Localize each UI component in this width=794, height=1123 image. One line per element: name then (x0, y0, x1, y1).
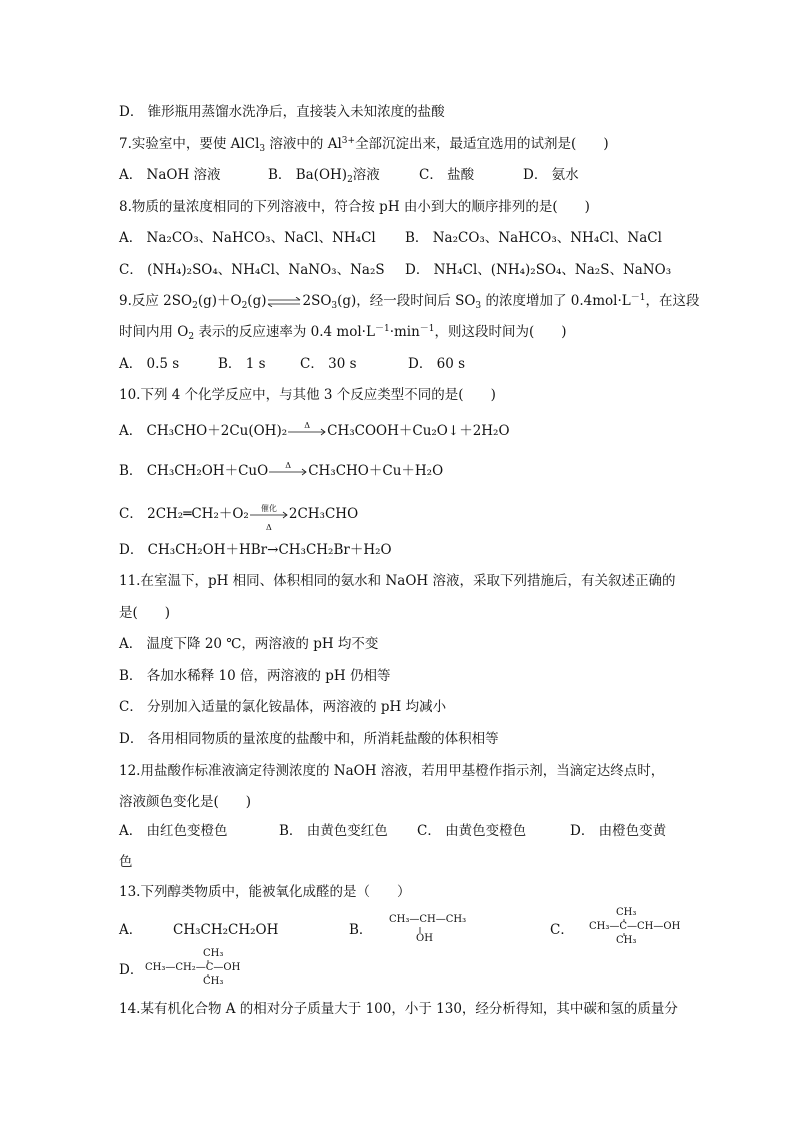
q14-stem: 14.某有机化合物 A 的相对分子质量大于 100，小于 130，经分析得知，其中碳和氢的质量分 (119, 1001, 678, 1017)
q12-option-b: B． 由黄色变红色 (279, 823, 388, 839)
q11-option-b: B． 各加水稀释 10 倍，两溶液的 pH 仍相等 (119, 668, 391, 684)
q9-option-b: B． 1 s (218, 356, 266, 372)
q8-option-a: A． Na₂CO₃、NaHCO₃、NaCl、NH₄Cl (119, 230, 376, 246)
q11-option-a: A． 温度下降 20 ℃，两溶液的 pH 均不变 (119, 636, 379, 652)
q12-option-d-wrap: 色 (119, 854, 133, 870)
q7-option-b: B． $Ba(OH)_2$溶液 (268, 167, 380, 185)
q8-option-d: D． NH₄Cl、(NH₄)₂SO₄、Na₂S、NaNO₃ (405, 262, 672, 278)
q13-option-b-structure: CH₃—CH—CH₃ OH (389, 914, 467, 944)
q8-option-b: B． Na₂CO₃、NaHCO₃、NH₄Cl、NaCl (405, 230, 662, 246)
q13-option-c-label: C． (550, 922, 574, 938)
heat-arrow-icon: Δ (268, 466, 308, 478)
q10-option-c: C． 2CH₂═CH₂＋O₂ 催化 Δ 2CH₃CHO (119, 503, 359, 532)
q13-option-d-structure: CH₃ CH₃—CH₂—C—OH CH₃ (145, 948, 241, 987)
q10-option-a: A． CH₃CHO＋2Cu(OH)₂ Δ CH₃COOH＋Cu₂O↓＋2H₂O (119, 420, 510, 439)
q7-option-c: C． 盐酸 (419, 167, 475, 183)
q12-option-d: D． 由橙色变黄 (570, 823, 667, 839)
q13-option-a-label: A． (119, 922, 143, 938)
q11-stem-line2: 是( ) (119, 605, 171, 621)
q10-option-d: D． CH₃CH₂OH＋HBr→CH₃CH₂Br＋H₂O (119, 542, 392, 558)
q10-stem: 10.下列 4 个化学反应中，与其他 3 个反应类型不同的是( ) (119, 387, 496, 403)
equilibrium-arrow-icon (266, 297, 302, 307)
q11-stem-line1: 11.在室温下，pH 相同、体积相同的氨水和 NaOH 溶液，采取下列措施后，有关叙述正确的 (119, 573, 676, 589)
q12-option-c: C． 由黄色变橙色 (417, 823, 527, 839)
q7-option-a: A． NaOH 溶液 (119, 167, 221, 183)
q13-option-b-label: B． (349, 922, 373, 938)
q13-option-d-label: D． (119, 962, 144, 978)
q8-stem: 8.物质的量浓度相同的下列溶液中，符合按 pH 由小到大的顺序排列的是( ) (119, 199, 590, 215)
q12-stem-line2: 溶液颜色变化是( ) (119, 794, 252, 810)
q9-option-d: D． 60 s (408, 356, 466, 372)
q9-stem-line2: 时间内用 $O_2$ 表示的反应速率为 0.4 $mol\cdot L^{-1}\cdot\min^{-1}$，则这段时间为( ) (119, 324, 567, 342)
q13-option-a-formula: CH₃CH₂CH₂OH (173, 922, 279, 938)
q12-option-a: A． 由红色变橙色 (119, 823, 228, 839)
q9-stem-line1: 9.反应 $2SO_2(g)+O_2(g)$ $2SO_3(g)$，经一段时间后 $SO_3$ 的浓度增加了 $0.4mol\cdot L^{-1}$，在这段 (119, 293, 700, 311)
q9-option-a: A． 0.5 s (119, 356, 180, 372)
q8-option-c: C． (NH₄)₂SO₄、NH₄Cl、NaNO₃、Na₂S (119, 262, 385, 278)
heat-arrow-icon: Δ (287, 426, 327, 438)
q7-stem: 7.实验室中，要使 AlCl$_3$ 溶液中的 $Al^{3+}$全部沉淀出来，最适宜选用的试剂是( ) (119, 136, 609, 154)
q10-option-b: B． CH₃CH₂OH＋CuO Δ CH₃CHO＋Cu＋H₂O (119, 460, 444, 479)
q13-option-c-structure: CH₃ CH₃—C—CH—OH CH₃ (589, 907, 681, 946)
q11-option-d: D． 各用相同物质的量浓度的盐酸中和，所消耗盐酸的体积相等 (119, 731, 499, 747)
q12-stem-line1: 12.用盐酸作标准液滴定待测浓度的 NaOH 溶液，若用甲基橙作指示剂，当滴定达终点时， (119, 763, 665, 779)
q11-option-c: C． 分别加入适量的氯化铵晶体，两溶液的 pH 均减小 (119, 699, 447, 715)
q6-option-d: D． 锥形瓶用蒸馏水洗净后，直接装入未知浓度的盐酸 (119, 104, 445, 120)
q9-option-c: C． 30 s (300, 356, 357, 372)
q13-stem: 13.下列醇类物质中，能被氧化成醛的是（ ） (119, 884, 411, 900)
q7-option-d: D． 氨水 (523, 167, 579, 183)
catalyst-arrow-icon: 催化 Δ (249, 509, 289, 521)
